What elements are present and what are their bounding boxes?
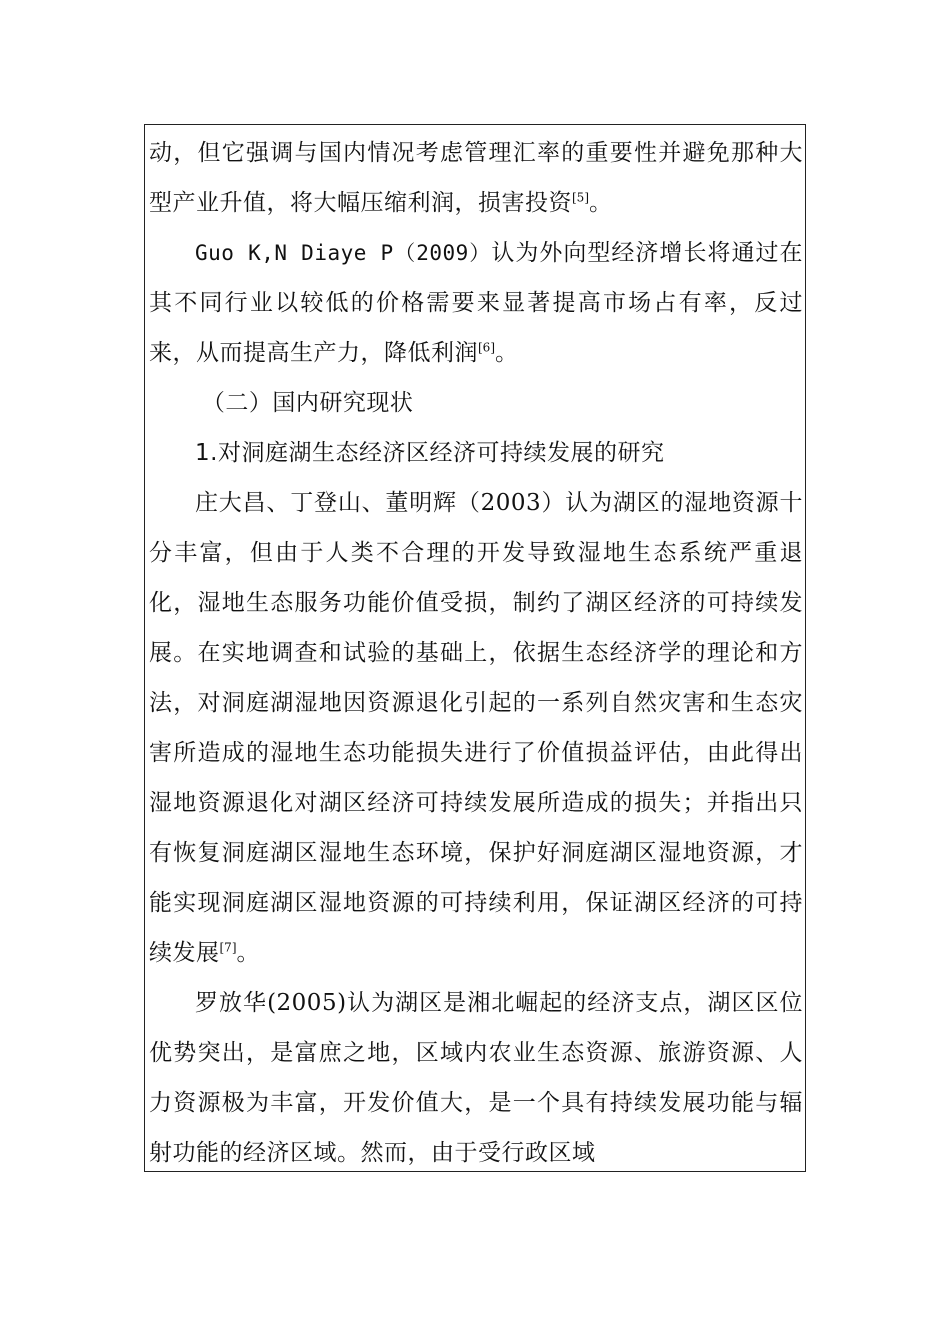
paragraph-luo: [149, 978, 803, 1178]
subsection-heading: 1.对洞庭湖生态经济区经济可持续发展的研究: [195, 440, 665, 466]
paragraph-text: 罗放华(2005)认为湖区是湘北崛起的经济支点，湖区区位优势突出，是富庶之地，区域内农业生态资源、旅游资源、人力资源极为丰富，开发价值大，是一个具有持续发展功能与辐射功能的经济区域。然而，由于受行政区域: [149, 990, 803, 1166]
paragraph-continued: 动，但它强调与国内情况考虑管理汇率的重要性并避免那种大型产业升值，将大幅压缩利润，损害投资[5]。: [149, 140, 803, 216]
paragraph-text: 庄大昌、丁登山、董明辉（2003）认为湖区的湿地资源十分丰富，但由于人类不合理的开发导致湿地生态系统严重退化，湿地生态服务功能价值受损，制约了湖区经济的可持续发展。在实地调查和试验的基础上，依据生态经济学的理论和方法，对洞庭湖湿地因资源退化引起的一系列自然灾害和生态灾害所造成的湿地生态功能损失进行了价值损益评估，由此得出湿地资源退化对湖区经济可持续发展所造成的损失；并指出只有恢复洞庭湖区湿地生态环境，保护好洞庭湖区湿地资源，才能实现洞庭湖区湿地资源的可持续利用，保证湖区经济的可持续发展: [149, 490, 803, 966]
citation-ref: [6]: [478, 340, 495, 355]
section-heading: （二）国内研究现状: [201, 390, 414, 416]
paragraph-text: 动，但它强调与国内情况考虑管理汇率的重要性并避免那种大型产业升值，将大幅压缩利润，损害投资: [149, 140, 803, 216]
citation-ref: [5]: [572, 190, 589, 205]
citation-ref: [7]: [219, 940, 237, 955]
document-body: [149, 128, 803, 1178]
author-citation: Guo K,N Diaye P（2009）: [195, 241, 492, 265]
paragraph-guo: Guo K,N Diaye P（2009）认为外向型经济增长将通过在其不同行业以较低的价格需要来显著提高市场占有率，反过来，从而提高生产力，降低利润[6]。: [149, 240, 804, 366]
paragraph-zhuang: 庄大昌、丁登山、董明辉（2003）认为湖区的湿地资源十分丰富，但由于人类不合理的开发导致湿地生态系统严重退化，湿地生态服务功能价值受损，制约了湖区经济的可持续发展。在实地调查和试验的基础上，依据生态经济学的理论和方法，对洞庭湖湿地因资源退化引起的一系列自然灾害和生态灾害所造成的湿地生态功能损失进行了价值损益评估，由此得出湿地资源退化对湖区经济可持续发展所造成的损失；并指出只有恢复洞庭湖区湿地生态环境，保护好洞庭湖区湿地资源，才能实现洞庭湖区湿地资源的可持续利用，保证湖区经济的可持续发展[7]。: [149, 490, 803, 966]
paragraph-text: 认为外向型经济增长将通过在其不同行业以较低的价格需要来显著提高市场占有率，反过来，从而提高生产力，降低利润: [149, 240, 804, 366]
